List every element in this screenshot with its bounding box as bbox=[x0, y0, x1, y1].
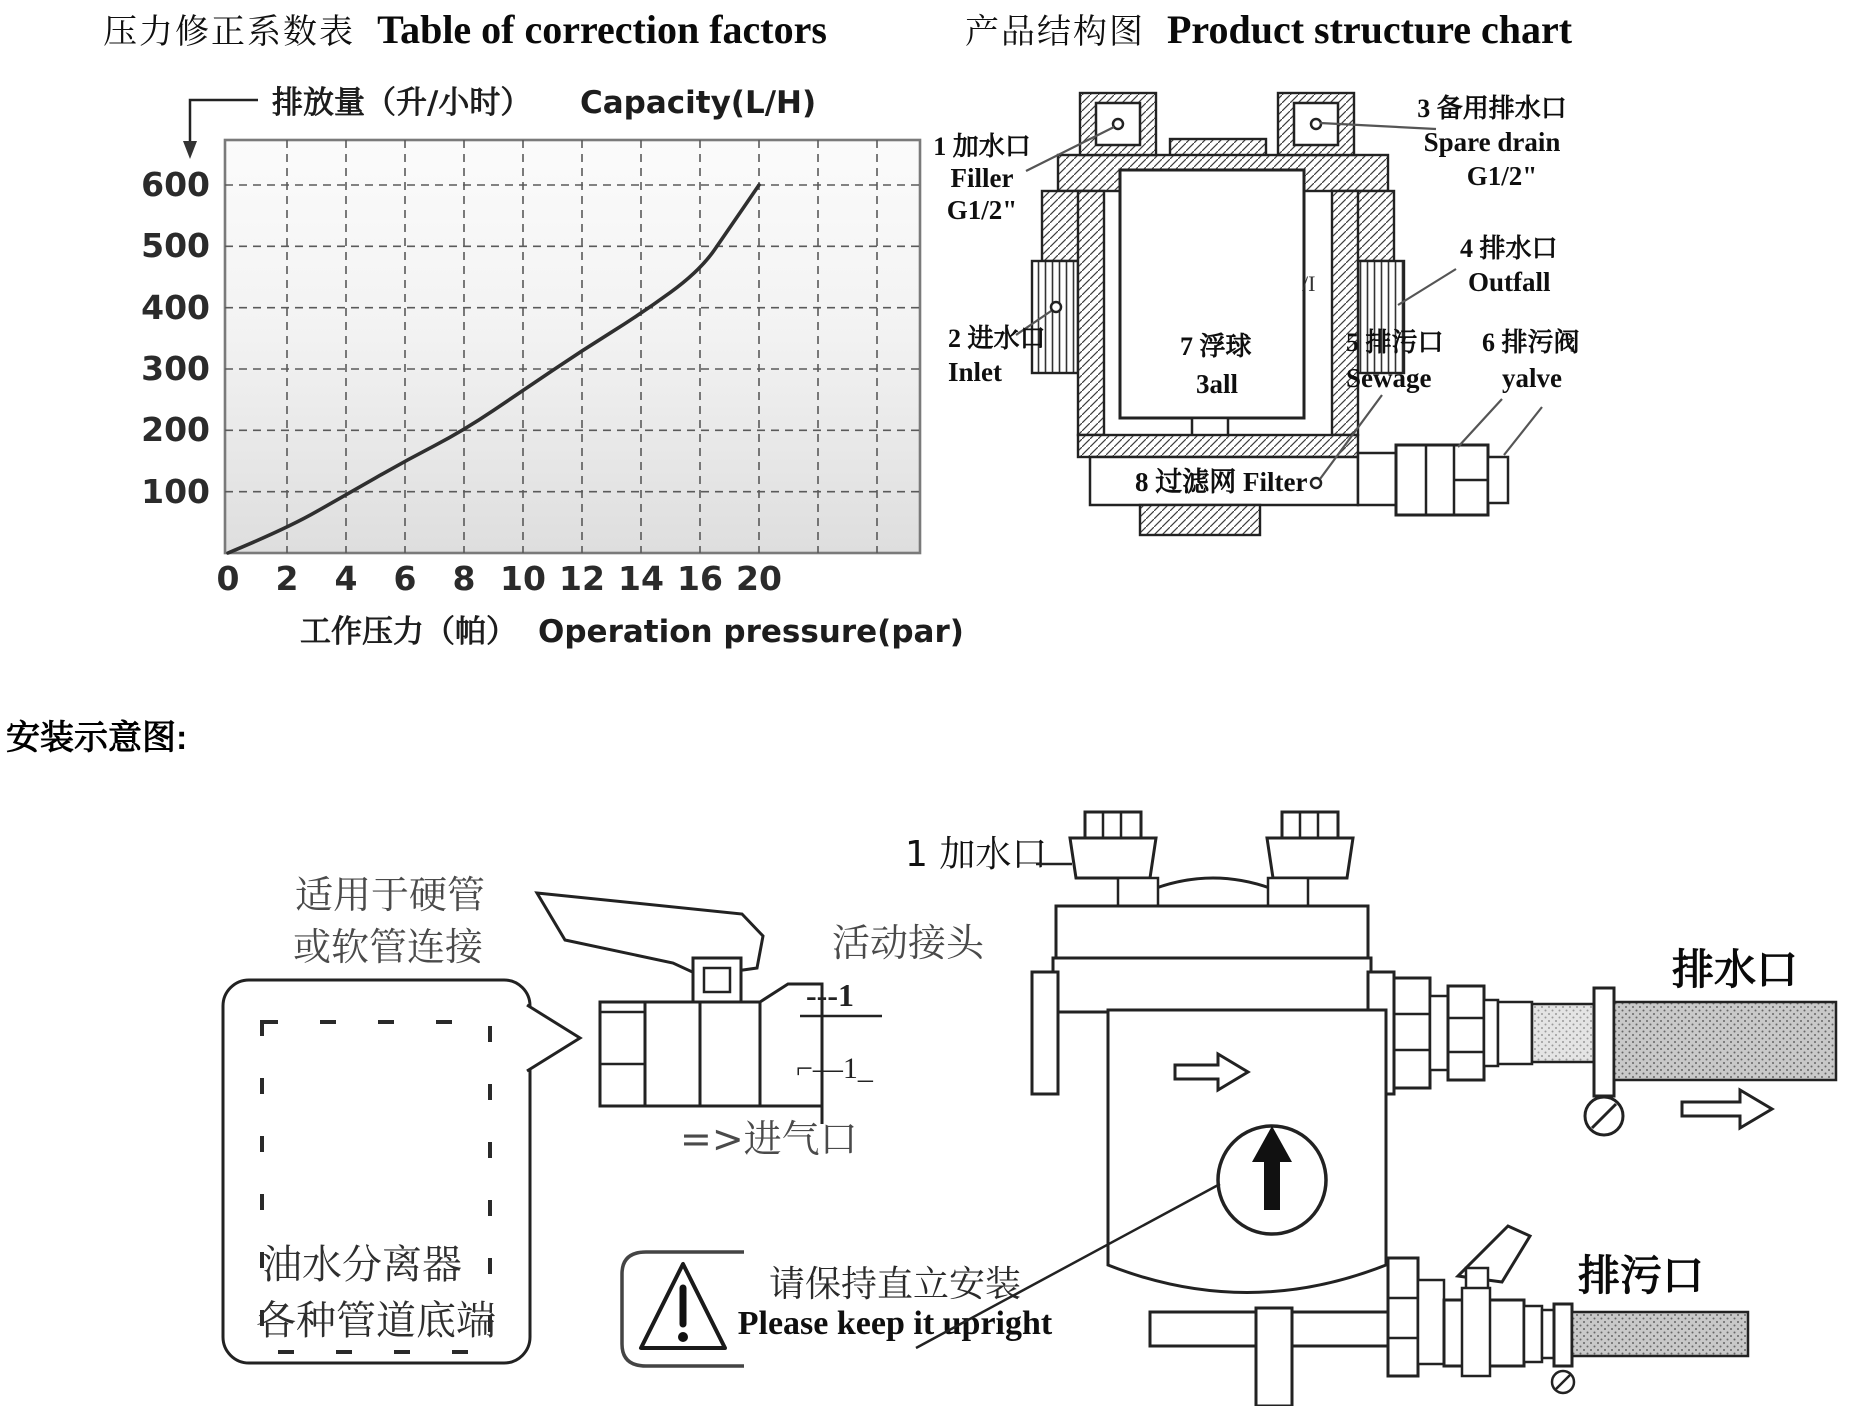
bottom-strap bbox=[1256, 1308, 1292, 1406]
ball-valve-sketch bbox=[537, 893, 822, 1124]
sewage-hose bbox=[1572, 1312, 1748, 1356]
flange-band-1 bbox=[1056, 906, 1368, 958]
product-structure-drawing bbox=[930, 55, 1850, 670]
label-filler bbox=[933, 132, 1031, 225]
note-line1: 适用于硬管 bbox=[294, 873, 486, 917]
sewage-connector bbox=[1358, 453, 1396, 505]
air-inlet-label: =>进气口 bbox=[680, 1117, 858, 1161]
x-axis-label-en: Operation pressure(par) bbox=[538, 614, 964, 650]
label-spare-drain bbox=[1417, 94, 1567, 191]
label-outfall bbox=[1460, 234, 1558, 297]
valve-neck-hole bbox=[704, 968, 730, 992]
install-heading: 安装示意图: bbox=[6, 719, 188, 757]
left-wall bbox=[1078, 191, 1104, 435]
x-tick: 20 bbox=[736, 559, 782, 598]
x-tick: 10 bbox=[500, 559, 546, 598]
right-wall bbox=[1332, 191, 1358, 435]
sewage-point bbox=[1311, 478, 1321, 488]
y-axis-label-en: Capacity(L/H) bbox=[580, 85, 817, 121]
filler-point bbox=[1113, 119, 1123, 129]
label-spare-size: G1/2" bbox=[1466, 161, 1538, 191]
x-tick: 4 bbox=[334, 559, 358, 598]
outfall-label: 排水口 bbox=[1672, 945, 1799, 994]
sewage-label: 排污口 bbox=[1578, 1251, 1705, 1300]
outfall-assembly bbox=[1394, 945, 1836, 1135]
mark-2: ⌐—1_ bbox=[796, 1052, 873, 1085]
structure-title bbox=[940, 4, 1850, 53]
x-tick: 6 bbox=[393, 559, 417, 598]
scan-noise-text: /I bbox=[1302, 271, 1316, 296]
hex-nut-2 bbox=[1448, 986, 1484, 1080]
left-cap bbox=[1070, 838, 1156, 878]
correction-factor-chart bbox=[60, 75, 980, 675]
y-tick: 200 bbox=[141, 410, 210, 449]
label-inlet-zh: 2 进水口 bbox=[948, 324, 1046, 353]
note-line2: 或软管连接 bbox=[292, 925, 484, 969]
label-float-zh: 7 浮球 bbox=[1180, 332, 1252, 361]
chart-title-en: Table of correction factors bbox=[377, 7, 827, 52]
separator-bubble bbox=[223, 980, 580, 1363]
sewage-boss bbox=[1388, 1258, 1418, 1376]
label-float-en: 3all bbox=[1196, 369, 1239, 399]
y-axis-label-zh: 排放量（升/小时） bbox=[272, 85, 532, 121]
structure-title-zh: 产品结构图 bbox=[965, 13, 1145, 51]
chart-title-zh: 压力修正系数表 bbox=[103, 13, 356, 51]
hex-nut bbox=[1394, 978, 1430, 1088]
x-tick: 2 bbox=[275, 559, 299, 598]
chart-title bbox=[103, 4, 827, 53]
union-label: 活动接头 bbox=[831, 921, 985, 965]
label-outfall-zh: 4 排水口 bbox=[1460, 234, 1558, 263]
label-filter: 8 过滤网 Filter bbox=[1135, 467, 1308, 497]
label-sewage-zh: 5 排污口 bbox=[1346, 328, 1444, 357]
left-boss bbox=[1032, 972, 1058, 1094]
label-valve-zh: 6 排污阀 bbox=[1482, 328, 1580, 357]
x-tick: 16 bbox=[677, 559, 723, 598]
y-axis-arrow bbox=[190, 100, 258, 145]
x-tick: 8 bbox=[452, 559, 476, 598]
y-tick: 100 bbox=[141, 472, 210, 511]
flow-direction-arrow-icon bbox=[1682, 1090, 1772, 1128]
label-filler-en: Filler bbox=[950, 163, 1014, 193]
y-tick: 600 bbox=[141, 165, 210, 204]
outfall-hose bbox=[1614, 1002, 1836, 1080]
right-cap bbox=[1267, 838, 1353, 878]
x-tick: 14 bbox=[618, 559, 664, 598]
structure-title-en: Product structure chart bbox=[1167, 7, 1573, 52]
bottom-plate bbox=[1078, 435, 1358, 457]
mark-1: ---1 bbox=[806, 977, 854, 1013]
x-tick-labels bbox=[217, 559, 782, 598]
valve-stub bbox=[1488, 457, 1508, 503]
x-tick: 12 bbox=[559, 559, 605, 598]
bottom-cap bbox=[1140, 505, 1260, 535]
label-filler-size: G1/2" bbox=[946, 195, 1018, 225]
bubble-line2: 各种管道底端 bbox=[256, 1298, 496, 1344]
x-axis-label-zh: 工作压力（帕） bbox=[300, 614, 517, 650]
right-bolt bbox=[1282, 812, 1338, 838]
upright-zh: 请保持直立安装 bbox=[768, 1264, 1022, 1305]
spare-drain-point bbox=[1311, 119, 1321, 129]
y-tick: 400 bbox=[141, 288, 210, 327]
install-filler-label: 1 加水口 bbox=[905, 834, 1048, 875]
label-sewage-en: Sewage bbox=[1346, 363, 1432, 393]
y-tick-labels bbox=[141, 165, 210, 511]
label-valve bbox=[1482, 328, 1580, 393]
label-filler-zh: 1 加水口 bbox=[933, 132, 1031, 161]
label-valve-en: yalve bbox=[1502, 363, 1562, 393]
installation-diagram bbox=[0, 760, 1850, 1406]
label-spare-zh: 3 备用排水口 bbox=[1417, 94, 1567, 123]
label-spare-en: Spare drain bbox=[1423, 127, 1561, 157]
x-tick: 0 bbox=[216, 559, 240, 598]
inlet-threads bbox=[1032, 261, 1078, 373]
y-tick: 500 bbox=[141, 226, 210, 265]
left-bolt bbox=[1085, 812, 1141, 838]
y-tick: 300 bbox=[141, 349, 210, 388]
valve-body bbox=[600, 1002, 760, 1106]
flange-band-2 bbox=[1053, 958, 1371, 1012]
y-axis-arrowhead bbox=[183, 141, 197, 159]
upright-en: Please keep it upright bbox=[737, 1305, 1053, 1342]
label-outfall-en: Outfall bbox=[1468, 267, 1551, 297]
label-inlet-en: Inlet bbox=[948, 357, 1002, 387]
sewage-clamp bbox=[1554, 1304, 1572, 1366]
hose-clamp bbox=[1594, 988, 1614, 1096]
sewage-assembly bbox=[1388, 1226, 1748, 1393]
bubble-line1: 油水分离器 bbox=[262, 1242, 462, 1288]
